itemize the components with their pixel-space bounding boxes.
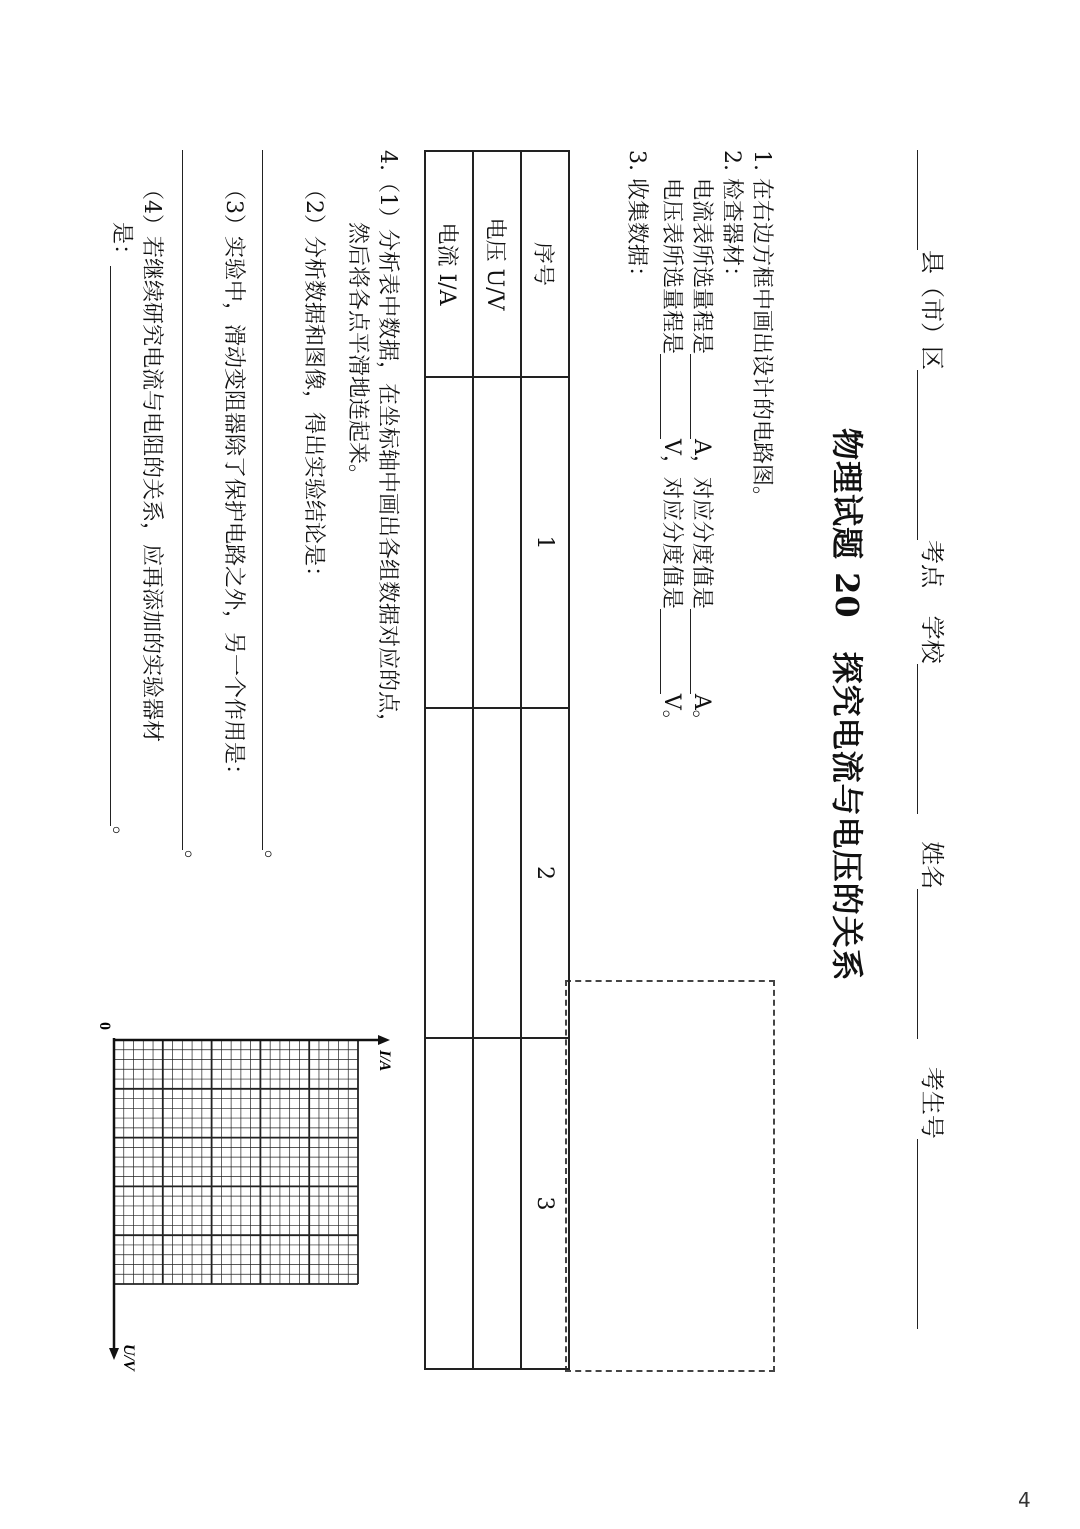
ammeter-line <box>690 178 712 732</box>
id-label: 考生号 <box>918 1066 946 1139</box>
question-1: 1. 在右边方框中画出设计的电路图。 <box>749 150 774 508</box>
circuit-diagram-box[interactable] <box>565 980 775 1372</box>
name-label: 姓名 <box>918 841 946 890</box>
index-cell: 1 <box>521 377 569 708</box>
table-row <box>425 151 473 1369</box>
current-cell[interactable] <box>425 377 473 708</box>
question-4-1a: 4.（1）分析表中数据，在坐标轴中画出各组数据对应的点， <box>375 150 400 735</box>
site-label: 考点 <box>918 540 946 588</box>
question-3: 3. 收集数据： <box>624 150 649 288</box>
data-table <box>424 150 570 1370</box>
ammeter-range-label: 电流表所选量程是 <box>689 178 714 355</box>
voltmeter-range-label: 电压表所选量程是 <box>659 178 684 355</box>
header-cell-voltage: 电压 U/V <box>473 151 521 377</box>
question-4-1b: 然后将各点平滑地连起来。 <box>345 222 370 487</box>
voltmeter-range-blank[interactable] <box>660 354 679 439</box>
school-label: 学校 <box>918 615 946 664</box>
site-input[interactable] <box>917 370 940 540</box>
y-axis-arrow-icon <box>378 1035 390 1045</box>
table-row <box>521 151 569 1369</box>
header-cell-index: 序号 <box>521 151 569 377</box>
exam-sheet <box>90 150 990 1380</box>
county-input[interactable] <box>917 150 940 250</box>
answer-4-4-end: 。 <box>109 826 134 849</box>
answer-4-3-line <box>182 150 204 872</box>
answer-4-3-end: 。 <box>181 850 206 873</box>
coordinate-graph[interactable] <box>96 1010 400 1371</box>
voltage-cell[interactable] <box>473 377 521 708</box>
header-row <box>917 150 952 1329</box>
page-number: 4 <box>1018 1488 1031 1512</box>
answer-4-2-line <box>262 150 284 872</box>
name-input[interactable] <box>917 889 940 1039</box>
x-axis-label: U/V <box>120 1344 137 1371</box>
index-cell: 3 <box>521 1038 569 1369</box>
county-label: 县（市）区 <box>918 250 946 370</box>
header-cell-current: 电流 I/A <box>425 151 473 377</box>
current-cell[interactable] <box>425 1038 473 1369</box>
question-2: 2. 检查器材： <box>719 150 744 288</box>
answer-4-2-end: 。 <box>261 850 286 873</box>
answer-4-4-blank[interactable] <box>110 266 129 826</box>
ammeter-range-blank[interactable] <box>690 354 709 439</box>
ammeter-unit: A。 <box>689 693 714 732</box>
x-axis-arrow-icon <box>109 1348 119 1360</box>
grid-minor <box>114 1040 358 1284</box>
school-input[interactable] <box>917 664 940 814</box>
ammeter-division-label: A，对应分度值是 <box>689 439 714 609</box>
grid-major <box>114 1040 358 1284</box>
question-4-4b <box>110 222 132 848</box>
student-id-input[interactable] <box>917 1139 940 1329</box>
question-4-2: （2）分析数据和图像，得出实验结论是： <box>301 178 326 588</box>
voltmeter-division-label: V，对应分度值是 <box>659 439 684 609</box>
answer-4-3-blank[interactable] <box>182 150 201 850</box>
voltmeter-division-blank[interactable] <box>660 609 679 694</box>
voltage-cell[interactable] <box>473 1038 521 1369</box>
voltage-cell[interactable] <box>473 708 521 1038</box>
question-4-4a: （4）若继续研究电流与电阻的关系，应再添加的实验器材 <box>139 178 164 742</box>
table-row <box>473 151 521 1369</box>
current-cell[interactable] <box>425 708 473 1038</box>
index-cell: 2 <box>521 708 569 1038</box>
ammeter-division-blank[interactable] <box>690 609 709 694</box>
origin-label: 0 <box>96 1022 113 1030</box>
answer-4-2-blank[interactable] <box>262 150 281 850</box>
question-4-4b-label: 是： <box>109 222 134 267</box>
question-4-3: （3）实验中，滑动变阻器除了保护电路之外，另一个作用是： <box>221 178 246 786</box>
page-title: 物理试题 20 探究电流与电压的关系 <box>828 428 866 982</box>
voltmeter-unit: V。 <box>659 693 684 732</box>
y-axis-label: I/A <box>376 1050 393 1072</box>
voltmeter-line <box>660 178 682 732</box>
